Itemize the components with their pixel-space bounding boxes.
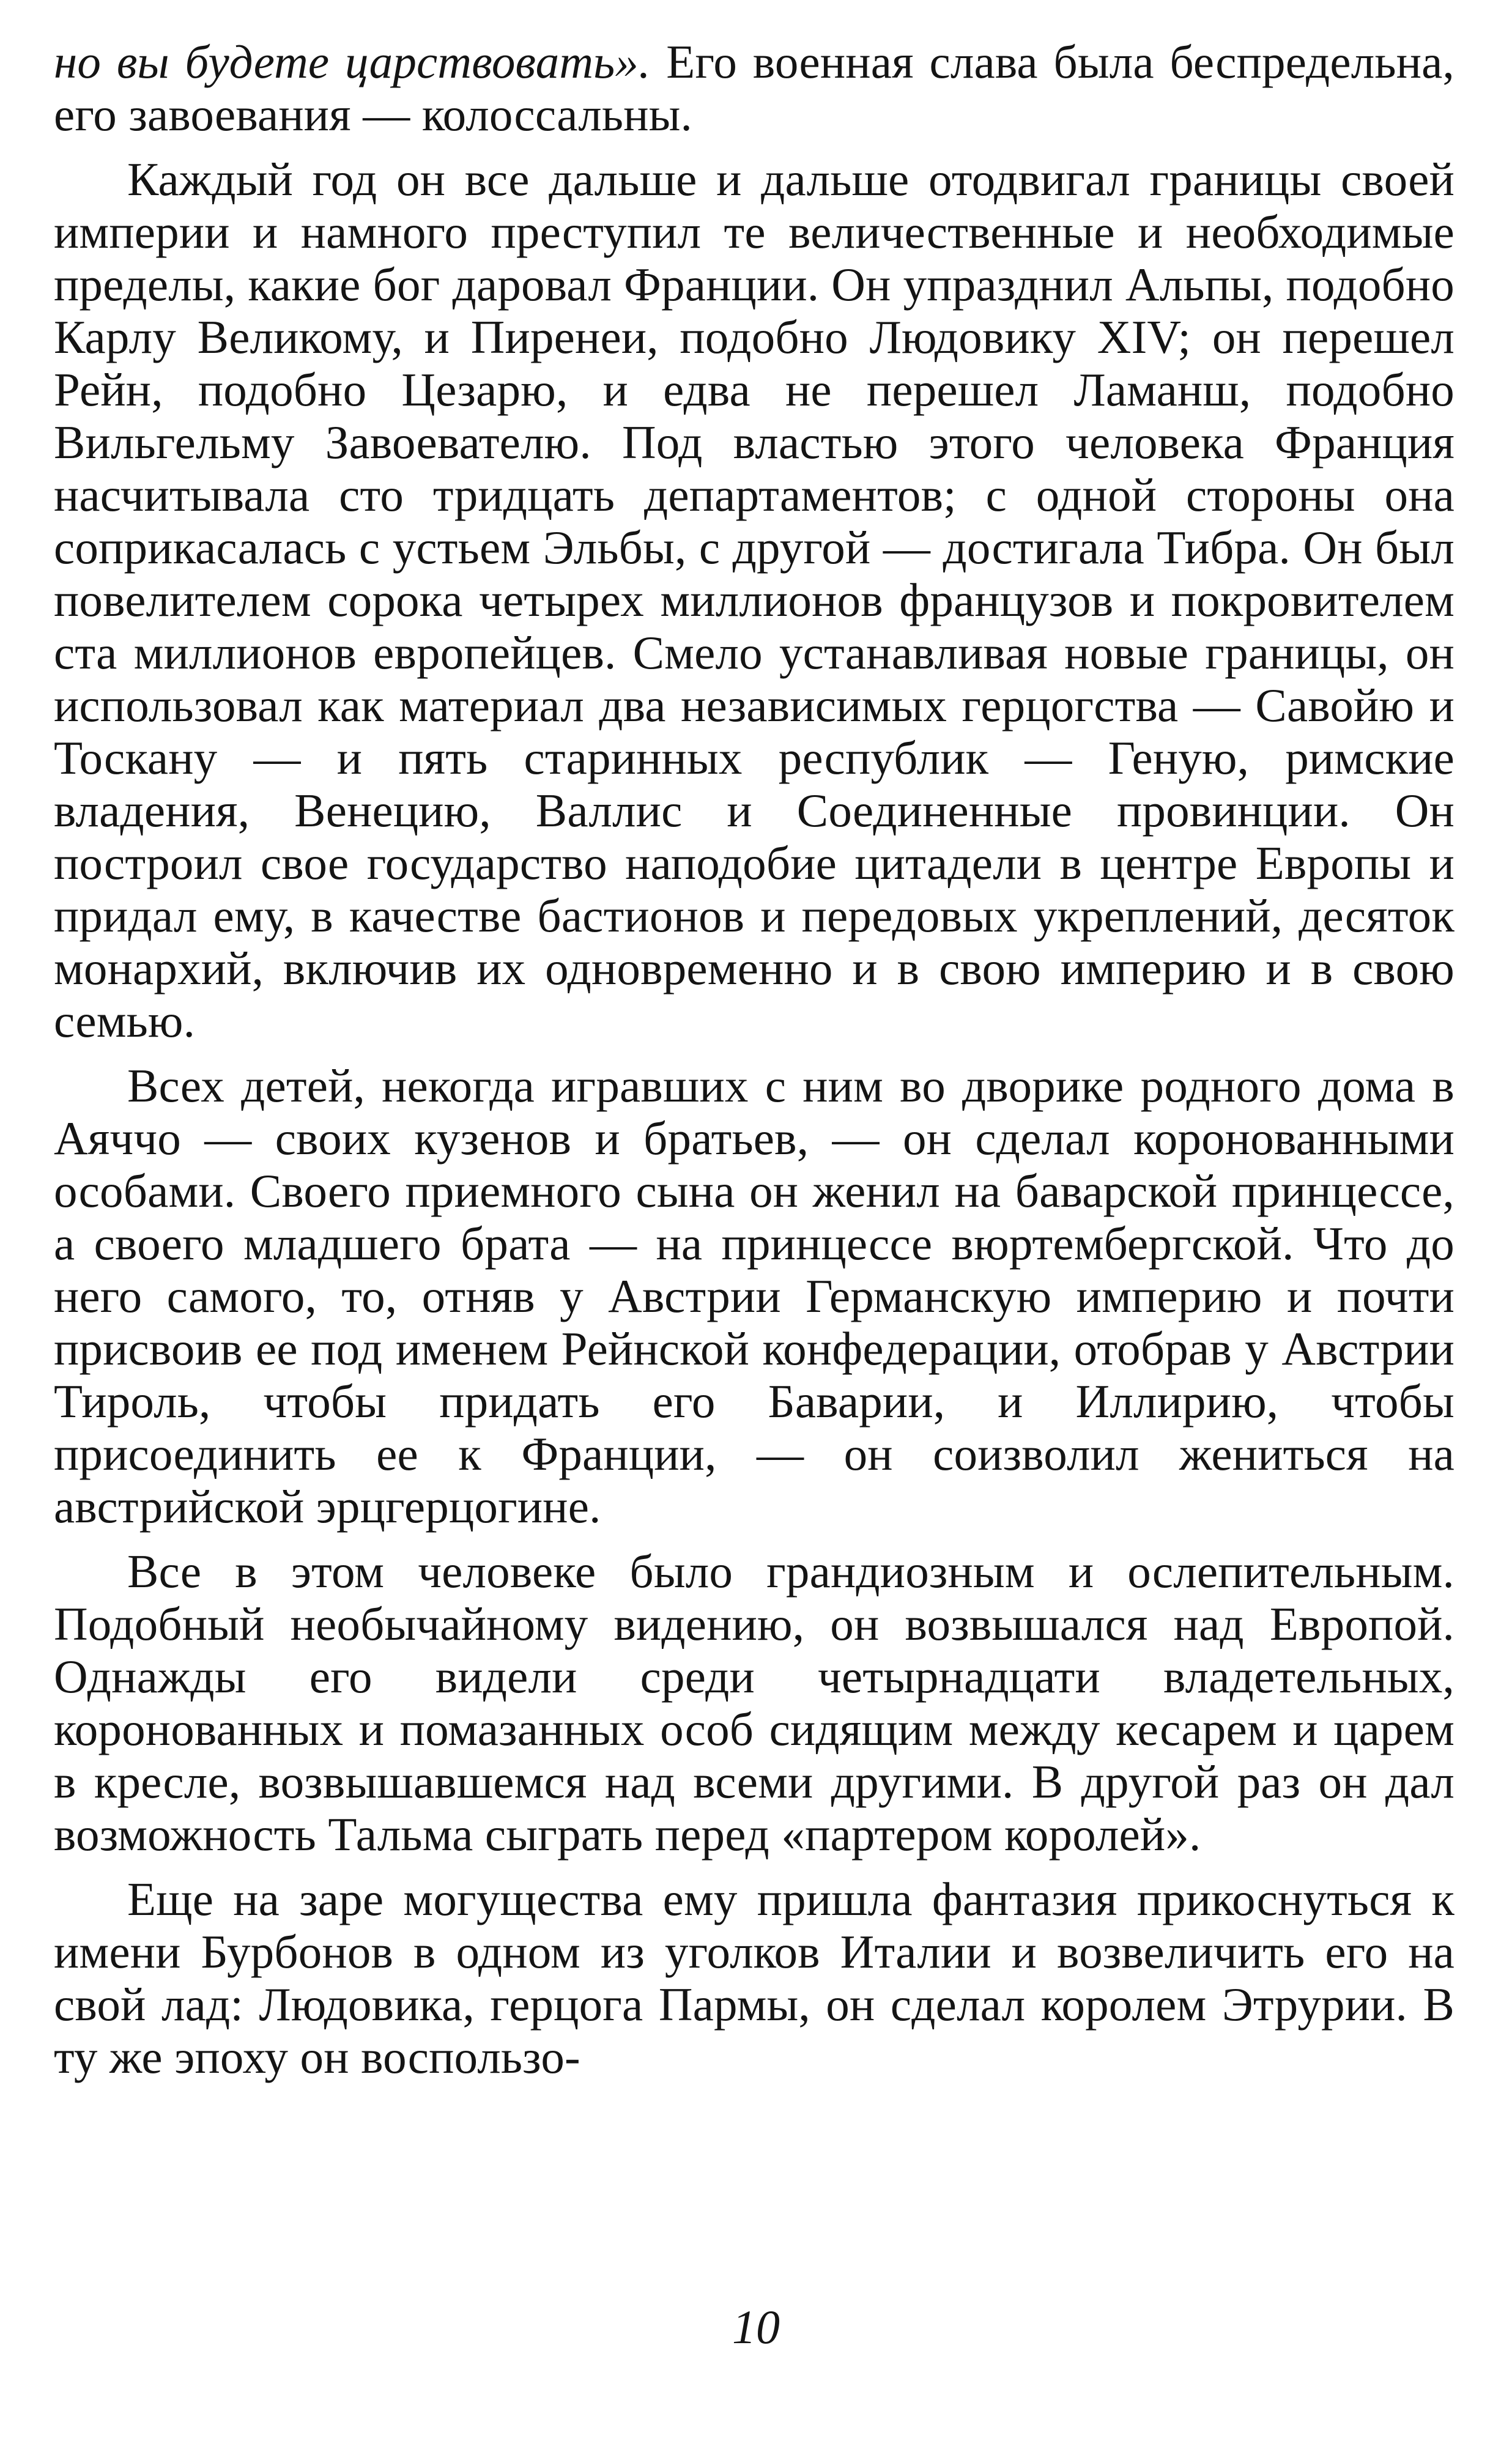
- paragraph-5: Еще на заре могущества ему пришла фантазия прикоснуться к имени Бурбонов в одном из уголков Италии и возвеличить его на свой лад: Людовика, герцога Пармы, он сделал королем Этрурии. В ту же эпоху он воспользо-: [54, 1873, 1455, 2083]
- paragraph-3: Всех детей, некогда игравших с ним во дворике родного дома в Аяччо — своих кузенов и братьев, — он сделал коронованными особами. Своего приемного сына он женил на баварской принцессе, а своего младшего брата — на принцессе вюртембергской. Что до него самого, то, отняв у Австрии Германскую империю и почти присвоив ее под именем Рейнской конфедерации, отобрав у Австрии Тироль, чтобы придать его Баварии, и Иллирию, чтобы присоединить ее к Франции, — он соизволил жениться на австрийской эрцгерцогине.: [54, 1059, 1455, 1533]
- body-text: [54, 35, 1455, 2095]
- paragraph-4: Все в этом человеке было грандиозным и ослепительным. Подобный необычайному видению, он возвышался над Европой. Однажды его видели среди четырнадцати владетельных, коронованных и помазанных особ сидящим между кесарем и царем в кресле, возвышавшемся над всеми другими. В другой раз он дал возможность Тальма сыграть перед «партером королей».: [54, 1545, 1455, 1861]
- paragraph-1: [54, 35, 1455, 141]
- paragraph-2: Каждый год он все дальше и дальше отодвигал границы своей империи и намного преступил те величественные и необходимые пределы, какие бог даровал Франции. Он упразднил Альпы, подобно Карлу Великому, и Пиренеи, подобно Людовику XIV; он перешел Рейн, подобно Цезарю, и едва не перешел Ламанш, подобно Вильгельму Завоевателю. Под властью этого человека Франция насчитывала сто тридцать департаментов; с одной стороны она соприкасалась с устьем Эльбы, с другой — достигала Тибра. Он был повелителем сорока четырех миллионов французов и покровителем ста миллионов европейцев. Смело устанавливая новые границы, он использовал как материал два независимых герцогства — Савойю и Тоскану — и пять старинных республик — Геную, римские владения, Венецию, Валлис и Соединенные провинции. Он построил свое государство наподобие цитадели в центре Европы и придал ему, в качестве бастионов и передовых укреплений, десяток монархий, включив их одновременно и в свою империю и в свою семью.: [54, 153, 1455, 1047]
- paragraph-1-text: Его военная слава была беспредельна, его завоевания — колоссальны.: [54, 35, 1455, 141]
- page-number: 10: [732, 2300, 780, 2354]
- italic-lead: но вы будете царствовать».: [54, 35, 651, 88]
